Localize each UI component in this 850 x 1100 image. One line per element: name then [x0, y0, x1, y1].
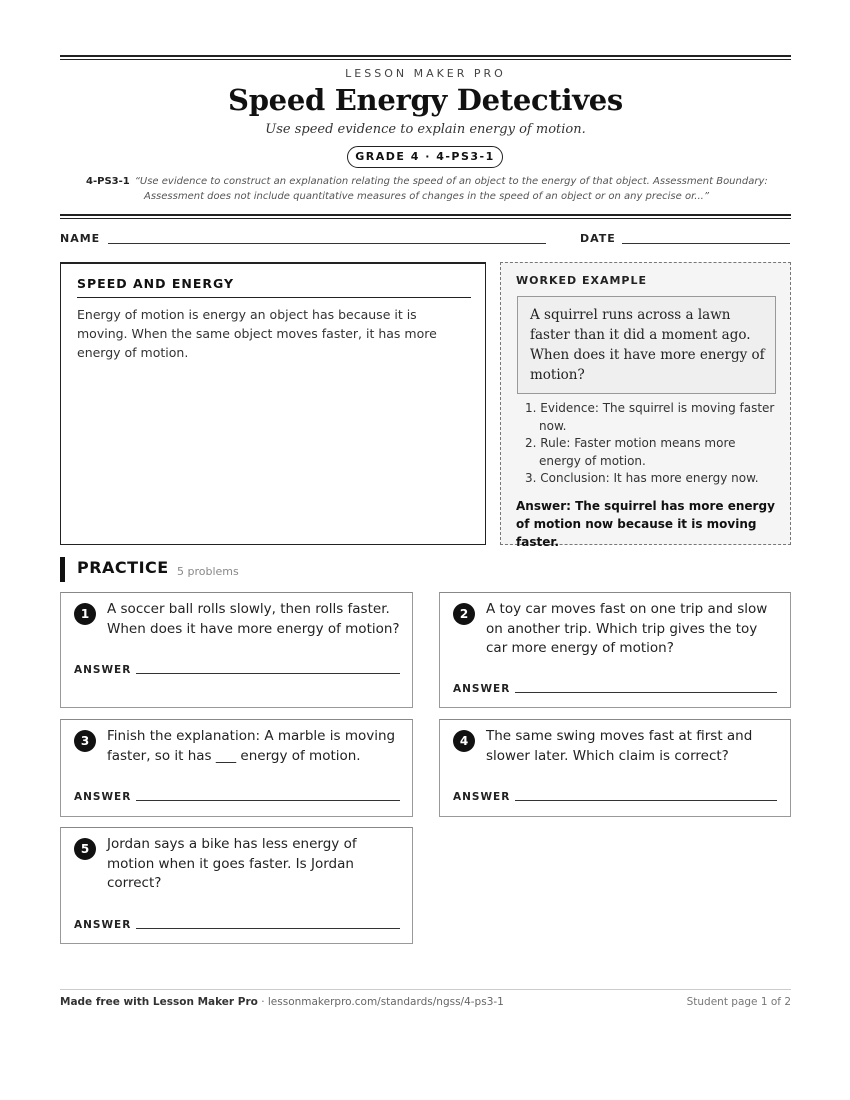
- answer-label: ANSWER: [74, 791, 132, 803]
- header-top-rule: [60, 55, 791, 60]
- name-label: NAME: [60, 232, 101, 245]
- name-field[interactable]: [108, 243, 546, 244]
- problem-question: A toy car moves fast on one trip and slow on another trip. Which trip gives the toy car more energy of motion?: [486, 601, 768, 656]
- page-title: Speed Energy Detectives: [228, 83, 623, 117]
- worked-example-step: 3. Conclusion: It has more energy now.: [525, 471, 759, 485]
- problem-card-1: [60, 592, 413, 708]
- problem-number: 4: [453, 730, 475, 752]
- problem-card-5: [60, 827, 413, 944]
- problem-question: The same swing moves fast at first and slower later. Which claim is correct?: [486, 728, 753, 764]
- worked-example-heading: WORKED EXAMPLE: [516, 274, 647, 287]
- problem-question: Jordan says a bike has less energy of motion when it goes faster. Is Jordan correct?: [107, 836, 357, 891]
- standard-text-line1: “Use evidence to construct an explanation relating the speed of an object to the energy of that object. Assessment Boundary:: [134, 176, 768, 187]
- footer-url[interactable]: · lessonmakerpro.com/standards/ngss/4-ps3-1: [257, 996, 504, 1008]
- worked-example-answer: Answer: The squirrel has more energy of motion now because it is moving faster.: [516, 499, 775, 549]
- worked-example-box: [500, 262, 791, 549]
- header-bottom-rule: [60, 214, 791, 219]
- answer-field-5[interactable]: [136, 928, 400, 929]
- problem-question: Finish the explanation: A marble is moving faster, so it has ___ energy of motion.: [107, 728, 396, 764]
- problem-card-3: [60, 719, 413, 817]
- answer-label: ANSWER: [453, 791, 511, 803]
- standard-text-line2: Assessment does not include quantitative measures of changes in the speed of an object or on any precise or...”: [144, 191, 710, 202]
- speed-energy-body: Energy of motion is energy an object has because it is moving. When the same object moves faster, it has more energy of motion.: [77, 307, 437, 360]
- grade-badge: GRADE 4 · 4-PS3-1: [347, 146, 503, 168]
- page-subtitle: Use speed evidence to explain energy of motion.: [265, 122, 586, 137]
- answer-field-2[interactable]: [515, 692, 777, 693]
- page-indicator: Student page 1 of 2: [686, 996, 791, 1008]
- problem-number: 2: [453, 603, 475, 625]
- standard-code: 4-PS3-1: [86, 176, 130, 187]
- footer-rule: [60, 989, 791, 990]
- footer-credit: [60, 996, 504, 1008]
- answer-label: ANSWER: [453, 683, 511, 695]
- worked-example-step: 1. Evidence: The squirrel is moving faster now.: [525, 401, 775, 433]
- answer-field-1[interactable]: [136, 673, 400, 674]
- worked-example-step: 2. Rule: Faster motion means more energy of motion.: [525, 436, 736, 468]
- practice-accent-bar: [60, 557, 65, 582]
- answer-label: ANSWER: [74, 919, 132, 931]
- standard-description: [86, 174, 776, 204]
- answer-label: ANSWER: [74, 664, 132, 676]
- problem-number: 1: [74, 603, 96, 625]
- problem-number: 3: [74, 730, 96, 752]
- worked-example-steps: [517, 400, 779, 488]
- brand-name: LESSON MAKER PRO: [345, 67, 506, 80]
- date-label: DATE: [580, 232, 616, 245]
- answer-field-3[interactable]: [136, 800, 400, 801]
- problem-number: 5: [74, 838, 96, 860]
- answer-field-4[interactable]: [515, 800, 777, 801]
- speed-energy-box: [60, 262, 486, 545]
- worked-example-scenario: A squirrel runs across a lawn faster than it did a moment ago. When does it have more energy of motion?: [517, 296, 776, 394]
- footer-brand: Made free with Lesson Maker Pro: [60, 996, 258, 1008]
- problem-card-2: [439, 592, 791, 708]
- date-field[interactable]: [622, 243, 790, 244]
- practice-count: 5 problems: [177, 565, 239, 578]
- problem-card-4: [439, 719, 791, 817]
- practice-title: PRACTICE: [77, 558, 169, 577]
- problem-question: A soccer ball rolls slowly, then rolls faster. When does it have more energy of motion?: [107, 601, 400, 637]
- speed-energy-heading: SPEED AND ENERGY: [77, 276, 471, 298]
